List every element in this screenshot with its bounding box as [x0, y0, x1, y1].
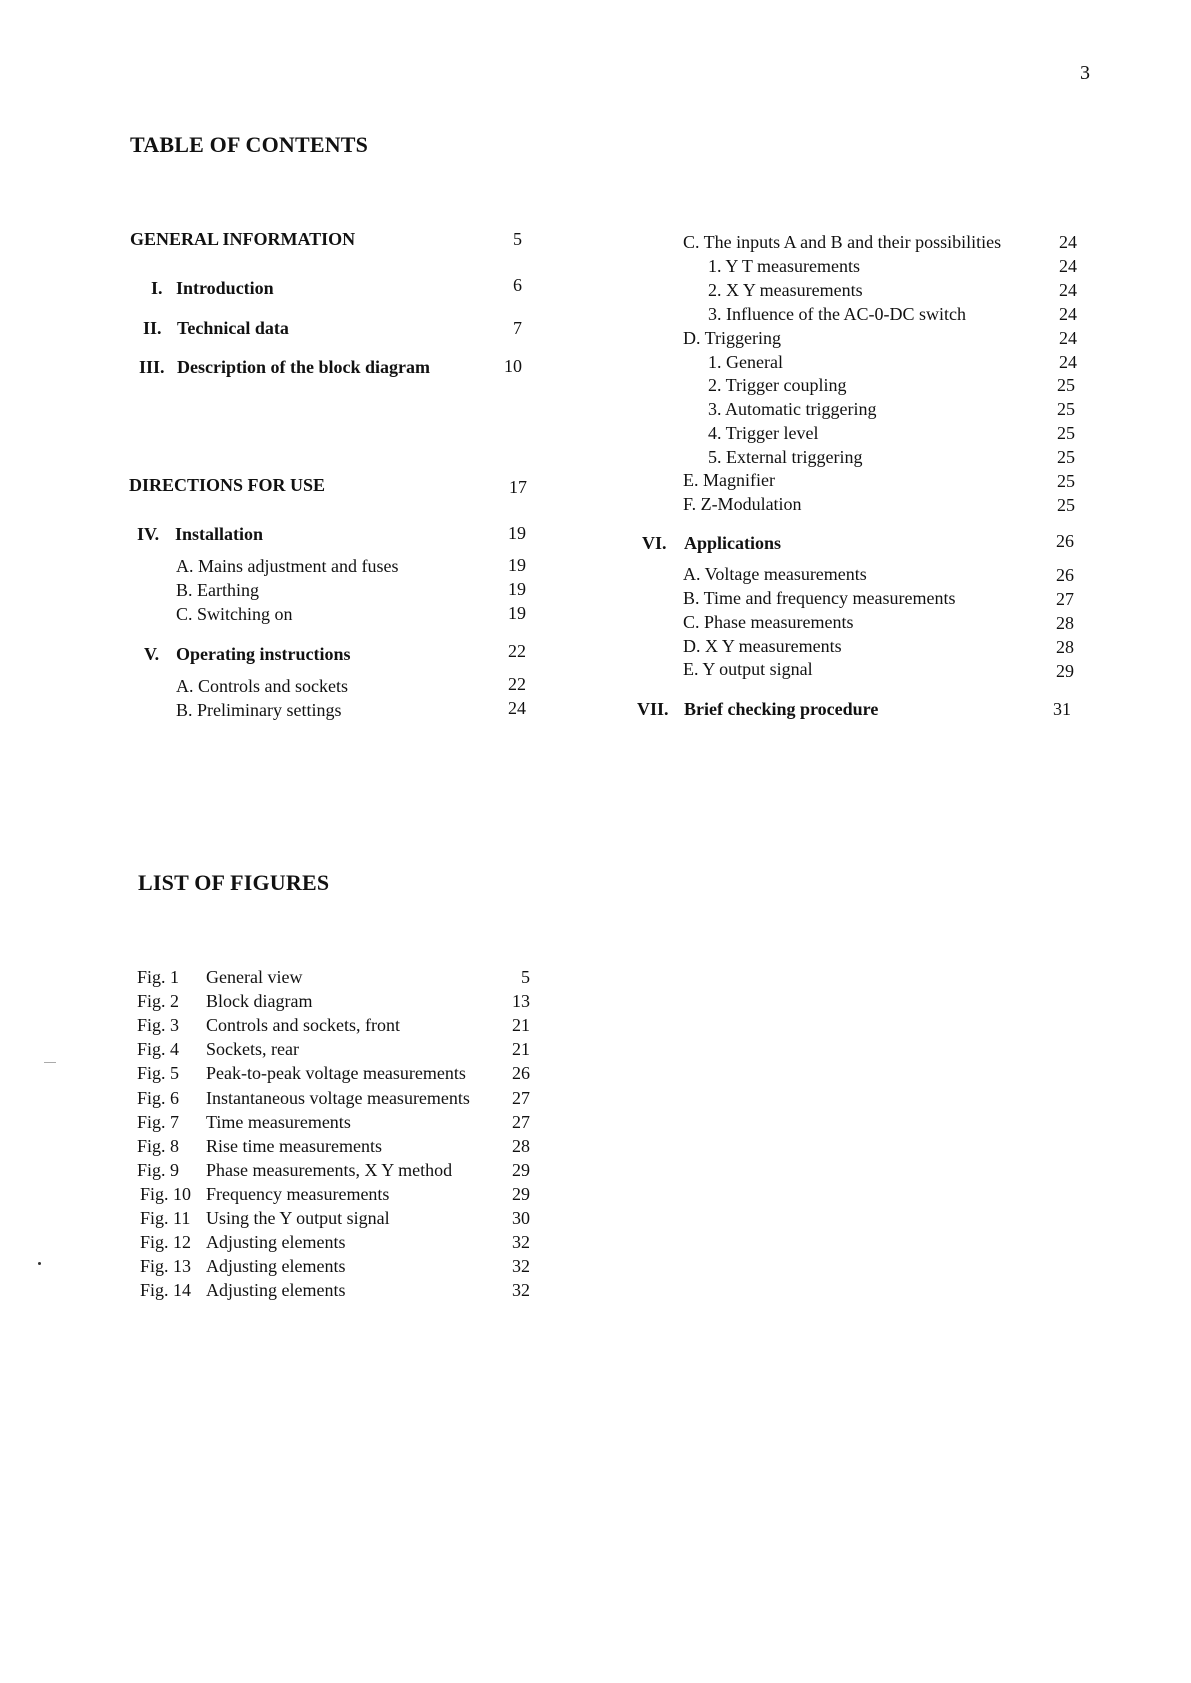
figure-label[interactable]: Controls and sockets, front [206, 1015, 400, 1035]
figure-label[interactable]: Frequency measurements [206, 1184, 390, 1204]
toc-subitem[interactable]: 1. General [708, 352, 783, 372]
toc-item-page: 28 [1056, 613, 1074, 633]
section-general-information-page: 5 [513, 229, 522, 249]
figure-page: 27 [512, 1088, 530, 1108]
figure-number: Fig. 14 [140, 1280, 192, 1300]
toc-title: TABLE OF CONTENTS [130, 132, 369, 157]
figure-page: 21 [512, 1015, 530, 1035]
toc-subitem[interactable]: 1. Y T measurements [708, 256, 860, 276]
toc-item-page: 25 [1057, 399, 1075, 419]
figure-label[interactable]: Adjusting elements [206, 1256, 346, 1276]
chapter-1-label[interactable]: Introduction [176, 278, 274, 298]
scan-speck [38, 1262, 41, 1265]
figure-number: Fig. 2 [137, 991, 180, 1011]
toc-item[interactable]: C. The inputs A and B and their possibilities [683, 232, 1002, 252]
figure-page: 30 [512, 1208, 530, 1228]
toc-item-page: 19 [508, 579, 526, 599]
chapter-6-page: 26 [1056, 531, 1074, 551]
toc-item-page: 24 [1059, 280, 1077, 300]
chapter-4-label[interactable]: Installation [175, 524, 264, 544]
toc-item-page: 28 [1056, 637, 1074, 657]
chapter-1-num: I. [151, 278, 163, 298]
toc-item[interactable]: B. Earthing [176, 580, 259, 600]
figure-page: 21 [512, 1039, 530, 1059]
toc-subitem[interactable]: 4. Trigger level [708, 423, 819, 443]
toc-item-page: 24 [1059, 352, 1077, 372]
figure-label[interactable]: Sockets, rear [206, 1039, 299, 1059]
figure-label[interactable]: Instantaneous voltage measurements [206, 1088, 470, 1108]
toc-subitem[interactable]: 3. Influence of the AC-0-DC switch [708, 304, 966, 324]
toc-subitem[interactable]: 2. X Y measurements [708, 280, 863, 300]
figure-number: Fig. 13 [140, 1256, 192, 1276]
figure-number: Fig. 12 [140, 1232, 192, 1252]
chapter-1-page: 6 [513, 275, 522, 295]
figure-number: Fig. 10 [140, 1184, 192, 1204]
figure-page: 32 [512, 1232, 530, 1252]
toc-item-page: 19 [508, 555, 526, 575]
figure-number: Fig. 4 [137, 1039, 180, 1059]
figure-page: 29 [512, 1184, 530, 1204]
scan-mark [44, 1062, 56, 1063]
toc-item[interactable]: C. Phase measurements [683, 612, 854, 632]
chapter-7-label[interactable]: Brief checking procedure [684, 699, 879, 719]
chapter-7-num: VII. [637, 699, 669, 719]
toc-item-page: 25 [1057, 471, 1075, 491]
figure-label[interactable]: Rise time measurements [206, 1136, 382, 1156]
figure-number: Fig. 6 [137, 1088, 180, 1108]
chapter-7-page: 31 [1053, 699, 1071, 719]
toc-subitem[interactable]: 2. Trigger coupling [708, 375, 847, 395]
toc-item-page: 25 [1057, 423, 1075, 443]
toc-item-page: 24 [1059, 232, 1077, 252]
toc-item[interactable]: B. Time and frequency measurements [683, 588, 956, 608]
figure-label[interactable]: Phase measurements, X Y method [206, 1160, 453, 1180]
section-directions-for-use[interactable]: DIRECTIONS FOR USE [129, 475, 326, 495]
figure-number: Fig. 3 [137, 1015, 180, 1035]
chapter-6-num: VI. [642, 533, 667, 553]
figure-page: 13 [512, 991, 530, 1011]
toc-item-page: 24 [508, 698, 526, 718]
page-number: 3 [1080, 62, 1090, 84]
chapter-2-page: 7 [513, 318, 522, 338]
toc-item-page: 24 [1059, 256, 1077, 276]
chapter-3-page: 10 [504, 356, 522, 376]
figure-label[interactable]: Adjusting elements [206, 1280, 346, 1300]
figure-number: Fig. 9 [137, 1160, 180, 1180]
figure-number: Fig. 1 [137, 967, 180, 987]
figure-number: Fig. 7 [137, 1112, 180, 1132]
toc-item-page: 29 [1056, 661, 1074, 681]
toc-item-page: 24 [1059, 304, 1077, 324]
chapter-2-num: II. [143, 318, 162, 338]
figure-label[interactable]: Using the Y output signal [206, 1208, 390, 1228]
figure-page: 26 [512, 1063, 530, 1083]
toc-item[interactable]: C. Switching on [176, 604, 293, 624]
toc-item-page: 19 [508, 603, 526, 623]
chapter-5-page: 22 [508, 641, 526, 661]
toc-item[interactable]: E. Magnifier [683, 470, 775, 490]
figure-page: 32 [512, 1256, 530, 1276]
figure-number: Fig. 8 [137, 1136, 180, 1156]
figure-number: Fig. 5 [137, 1063, 180, 1083]
figure-label[interactable]: Peak-to-peak voltage measurements [206, 1063, 466, 1083]
toc-item-page: 24 [1059, 328, 1077, 348]
toc-item[interactable]: F. Z-Modulation [683, 494, 802, 514]
chapter-4-num: IV. [137, 524, 160, 544]
figure-label[interactable]: Block diagram [206, 991, 313, 1011]
chapter-4-page: 19 [508, 523, 526, 543]
chapter-5-label[interactable]: Operating instructions [176, 644, 351, 664]
figure-page: 5 [521, 967, 530, 987]
toc-item-page: 22 [508, 674, 526, 694]
figure-label[interactable]: Adjusting elements [206, 1232, 346, 1252]
toc-item[interactable]: D. Triggering [683, 328, 782, 348]
toc-item[interactable]: A. Voltage measurements [683, 564, 867, 584]
toc-subitem[interactable]: 3. Automatic triggering [708, 399, 877, 419]
toc-item-page: 25 [1057, 447, 1075, 467]
section-directions-page: 17 [509, 477, 527, 497]
figure-page: 29 [512, 1160, 530, 1180]
toc-item[interactable]: A. Mains adjustment and fuses [176, 556, 399, 576]
toc-subitem[interactable]: 5. External triggering [708, 447, 863, 467]
figure-number: Fig. 11 [140, 1208, 191, 1228]
figure-label[interactable]: General view [206, 967, 303, 987]
figure-label[interactable]: Time measurements [206, 1112, 351, 1132]
toc-item[interactable]: D. X Y measurements [683, 636, 842, 656]
chapter-5-num: V. [144, 644, 160, 664]
toc-item[interactable]: B. Preliminary settings [176, 700, 342, 720]
toc-item-page: 26 [1056, 565, 1074, 585]
figure-page: 27 [512, 1112, 530, 1132]
toc-item[interactable]: E. Y output signal [683, 659, 813, 679]
figure-page: 32 [512, 1280, 530, 1300]
figure-page: 28 [512, 1136, 530, 1156]
chapter-3-num: III. [139, 357, 165, 377]
chapter-3-label[interactable]: Description of the block diagram [177, 357, 430, 377]
figures-title: LIST OF FIGURES [138, 870, 330, 895]
toc-item-page: 25 [1057, 375, 1075, 395]
chapter-2-label[interactable]: Technical data [177, 318, 289, 338]
chapter-6-label[interactable]: Applications [684, 533, 782, 553]
section-general-information[interactable]: GENERAL INFORMATION [130, 229, 356, 249]
toc-item[interactable]: A. Controls and sockets [176, 676, 348, 696]
toc-item-page: 27 [1056, 589, 1074, 609]
toc-item-page: 25 [1057, 495, 1075, 515]
